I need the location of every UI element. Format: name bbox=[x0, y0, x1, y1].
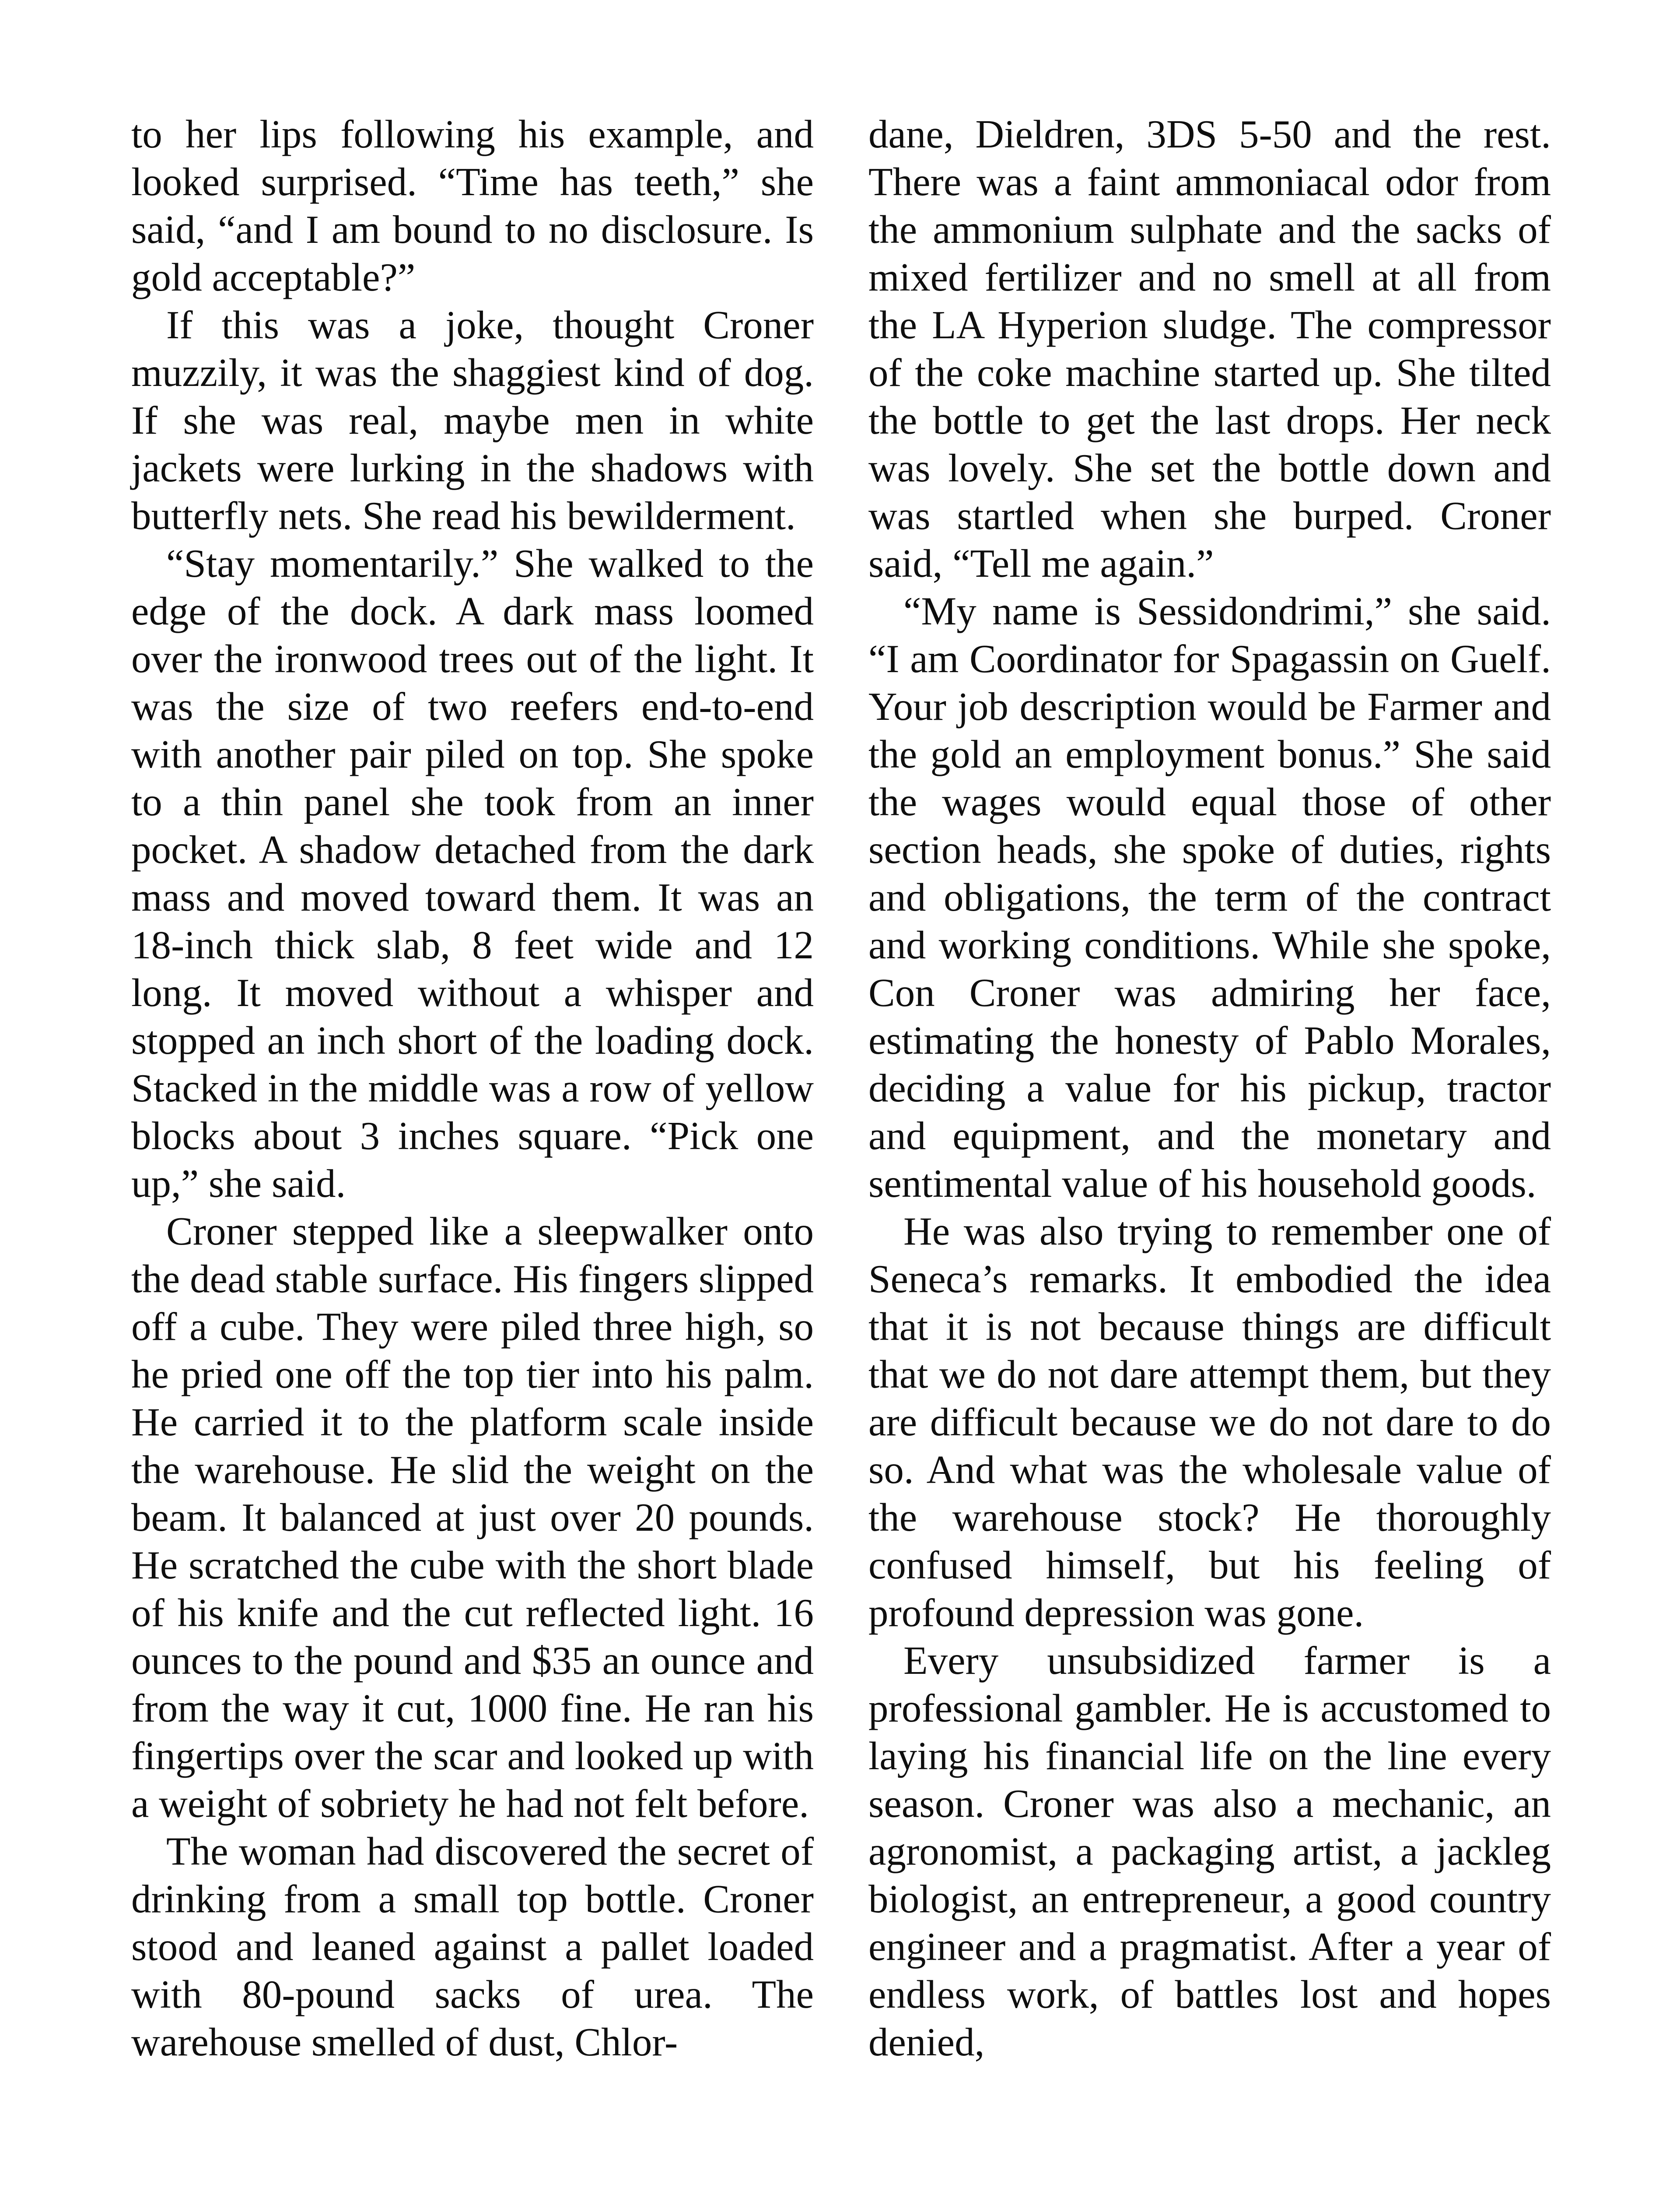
right-text-column bbox=[868, 110, 1551, 2066]
left-text-column bbox=[131, 110, 814, 2066]
paragraph: to her lips following his example, and looked surprised. “Time has teeth,” she said, “and I am bound to no disclosure. Is gold acceptable?” bbox=[131, 112, 814, 299]
paragraph: dane, Dieldren, 3DS 5-50 and the rest. There was a faint ammoniacal odor from the ammonium sulphate and the sacks of mixed fertilizer and no smell at all from the LA Hyperion sludge. The compressor of the coke machine started up. She tilted the bottle to get the last drops. Her neck was lovely. She set the bottle down and was startled when she burped. Croner said, “Tell me again.” bbox=[868, 112, 1551, 586]
paragraph: The woman had discovered the secret of drinking from a small top bottle. Croner stood and leaned against a pallet loaded with 80-pound sacks of urea. The warehouse smelled of dust, Chlor- bbox=[131, 1829, 814, 2064]
paragraph: If this was a joke, thought Croner muzzily, it was the shaggiest kind of dog. If she was real, maybe men in white jackets were lurking in the shadows with butterfly nets. She read his bewilderment. bbox=[131, 303, 814, 538]
paragraph: He was also trying to remember one of Seneca’s remarks. It embodied the idea that it is not because things are difficult that we do not dare attempt them, but they are difficult because we do not dare to do so. And what was the wholesale value of the warehouse stock? He thoroughly confused himself, but his feeling of profound depression was gone. bbox=[868, 1209, 1551, 1635]
paragraph: Every unsubsidized farmer is a professional gambler. He is accustomed to laying his financial life on the line every season. Croner was also a mechanic, an agronomist, a packaging artist, a jackleg biologist, an entrepreneur, a good country engineer and a pragmatist. After a year of endless work, of battles lost and hopes denied, bbox=[868, 1638, 1551, 2064]
paragraph: Croner stepped like a sleepwalker onto the dead stable surface. His fingers slipped off a cube. They were piled three high, so he pried one off the top tier into his palm. He carried it to the platform scale inside the warehouse. He slid the weight on the beam. It balanced at just over 20 pounds. He scratched the cube with the short blade of his knife and the cut reflected light. 16 ounces to the pound and $35 an ounce and from the way it cut, 1000 fine. He ran his fingertips over the scar and looked up with a weight of sobriety he had not felt before. bbox=[131, 1209, 814, 1826]
paragraph: “Stay momentarily.” She walked to the edge of the dock. A dark mass loomed over the ironwood trees out of the light. It was the size of two reefers end-to-end with another pair piled on top. She spoke to a thin panel she took from an inner pocket. A shadow detached from the dark mass and moved toward them. It was an 18-inch thick slab, 8 feet wide and 12 long. It moved without a whisper and stopped an inch short of the loading dock. Stacked in the middle was a row of yellow blocks about 3 inches square. “Pick one up,” she said. bbox=[131, 541, 814, 1206]
paragraph: “My name is Sessidondrimi,” she said. “I am Coordinator for Spagassin on Guelf. Your job description would be Farmer and the gold an employment bonus.” She said the wages would equal those of other section heads, she spoke of duties, rights and obligations, the term of the contract and working conditions. While she spoke, Con Croner was admiring her face, estimating the honesty of Pablo Morales, deciding a value for his pickup, tractor and equipment, and the monetary and sentimental value of his household goods. bbox=[868, 589, 1551, 1206]
